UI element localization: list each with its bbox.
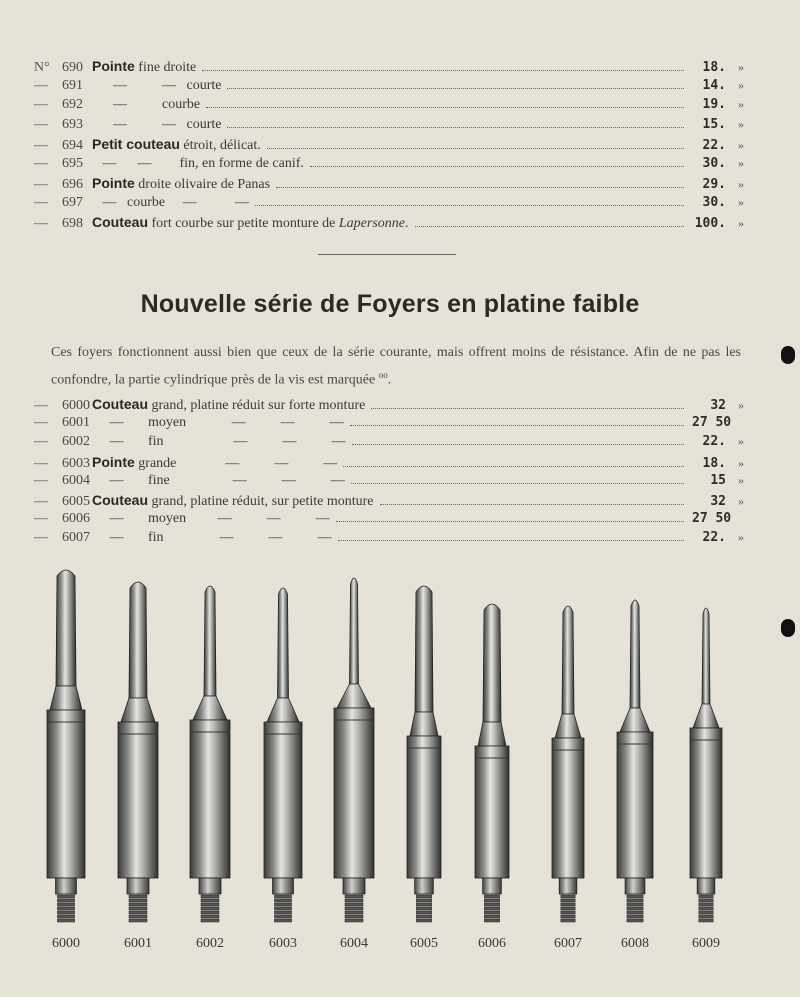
item-prefix: — xyxy=(34,77,48,93)
instrument-label: 6007 xyxy=(554,936,582,951)
item-text: — — courte xyxy=(92,116,222,132)
item-italic: Lapersonne xyxy=(338,216,406,231)
intro-mark: oo xyxy=(378,370,388,380)
item-price: 30. xyxy=(702,194,726,210)
item-description xyxy=(92,434,346,450)
item-text: fort courbe sur petite monture de xyxy=(148,216,339,231)
list-item xyxy=(34,511,744,530)
item-prefix: — xyxy=(34,97,48,112)
dot-leader xyxy=(343,466,684,467)
item-price: 22. xyxy=(702,530,726,546)
item-number: 6002 xyxy=(62,434,90,450)
dot-leader xyxy=(352,444,684,445)
instrument-label: 6009 xyxy=(692,936,720,951)
dot-leader xyxy=(227,127,684,128)
item-keyword: Pointe xyxy=(92,58,135,74)
item-price: 22. xyxy=(702,434,726,450)
item-prefix: — xyxy=(34,434,48,450)
item-text: grande — — — xyxy=(134,455,338,471)
item-description xyxy=(92,415,344,431)
item-prefix: — xyxy=(34,116,48,132)
intro-text: Ces foyers fonctionnent aussi bien que ceux de la série courante, mais offrent moins de résistance. Afin de ne pas les confondre, la partie cylindrique près de la vis est marquée xyxy=(51,345,741,388)
item-number: 691 xyxy=(62,77,83,93)
item-description xyxy=(92,195,249,211)
item-price-unit: » xyxy=(738,530,744,545)
section-title: Nouvelle série de Foyers en platine faible xyxy=(140,290,640,318)
dot-leader xyxy=(380,504,685,505)
item-text: étroit, délicat. xyxy=(179,138,261,153)
list-item xyxy=(34,396,744,415)
item-after: . xyxy=(405,216,409,231)
item-price-unit: » xyxy=(738,493,744,508)
item-prefix: — xyxy=(34,455,48,471)
list-item xyxy=(34,530,744,549)
item-price: 29. xyxy=(702,177,726,192)
list-item xyxy=(34,195,744,215)
dot-leader xyxy=(202,70,684,71)
item-number: 6006 xyxy=(62,511,90,527)
dot-leader xyxy=(227,88,684,89)
item-description xyxy=(92,136,261,154)
dot-leader xyxy=(267,148,684,149)
list-item xyxy=(34,156,744,176)
item-description xyxy=(92,396,365,414)
item-price-unit: » xyxy=(738,194,744,209)
section-divider xyxy=(318,254,456,255)
dot-leader xyxy=(351,483,684,484)
item-text: droite olivaire de Panas xyxy=(134,177,271,192)
item-number: 6005 xyxy=(62,493,90,509)
dot-leader xyxy=(276,187,684,188)
list-item xyxy=(34,117,744,137)
item-price: 19. xyxy=(702,97,726,112)
item-prefix: N° xyxy=(34,60,50,75)
item-number: 692 xyxy=(62,97,83,112)
instrument-label: 6002 xyxy=(196,936,224,951)
item-keyword: Petit couteau xyxy=(92,136,180,152)
instrument-6002 xyxy=(190,586,230,922)
item-prefix: — xyxy=(34,155,48,171)
item-description xyxy=(92,473,345,489)
item-price-unit: » xyxy=(738,138,744,152)
item-prefix: — xyxy=(34,216,48,231)
item-number: 693 xyxy=(62,116,83,132)
item-text: — fin — — — xyxy=(92,530,332,546)
item-price: 32 xyxy=(710,398,726,413)
list-item xyxy=(34,454,744,473)
list-item xyxy=(34,492,744,511)
item-description xyxy=(92,78,221,94)
item-prefix: — xyxy=(34,472,48,488)
instrument-6003 xyxy=(264,588,302,922)
price-list-1 xyxy=(34,58,744,234)
item-description xyxy=(92,175,270,193)
item-prefix: — xyxy=(34,398,48,413)
item-price: 18. xyxy=(702,60,726,75)
price-list-2 xyxy=(34,396,744,550)
item-price-unit: » xyxy=(738,455,744,470)
instrument-6008 xyxy=(617,600,653,922)
item-number: 696 xyxy=(62,177,83,192)
tools-illustration xyxy=(0,560,800,940)
item-price-unit: » xyxy=(738,177,744,191)
item-price: 27 50 xyxy=(692,415,732,431)
list-item xyxy=(34,434,744,453)
item-keyword: Pointe xyxy=(92,453,135,470)
list-item xyxy=(34,97,744,117)
instrument-6006 xyxy=(475,604,509,922)
item-price-unit: » xyxy=(738,472,744,487)
item-prefix: — xyxy=(34,493,48,509)
item-description xyxy=(92,454,337,472)
instrument-label: 6003 xyxy=(269,936,297,951)
instrument-6009 xyxy=(690,608,722,922)
list-item xyxy=(34,214,744,234)
item-number: 694 xyxy=(62,138,83,153)
item-text: grand, platine réduit, sur petite monture xyxy=(148,493,374,509)
item-description xyxy=(92,511,330,527)
item-description xyxy=(92,97,200,113)
item-price: 15. xyxy=(702,116,726,132)
item-price-unit: » xyxy=(738,155,744,170)
dot-leader xyxy=(310,166,684,167)
item-description xyxy=(92,214,409,232)
dot-leader xyxy=(350,425,684,426)
list-item xyxy=(34,415,744,434)
item-price-unit: » xyxy=(738,116,744,131)
dot-leader xyxy=(371,408,684,409)
item-keyword: Couteau xyxy=(92,214,148,230)
instrument-label: 6005 xyxy=(410,936,438,951)
item-description xyxy=(92,117,221,133)
item-price: 100. xyxy=(694,216,726,231)
binder-hole-top xyxy=(781,346,795,364)
item-description xyxy=(92,492,374,510)
item-text: — — fin, en forme de canif. xyxy=(92,155,304,171)
item-text: — fin — — — xyxy=(92,434,346,450)
instrument-6001 xyxy=(118,582,158,922)
instrument-6005 xyxy=(407,586,441,922)
item-prefix: — xyxy=(34,194,48,210)
item-keyword: Couteau xyxy=(92,491,148,508)
item-number: 698 xyxy=(62,216,83,231)
item-text: — moyen — — — xyxy=(92,415,344,431)
instrument-label: 6006 xyxy=(478,936,506,951)
dot-leader xyxy=(255,205,684,206)
item-text: — — courte xyxy=(92,77,222,93)
list-item xyxy=(34,473,744,492)
item-number: 690 xyxy=(62,60,83,75)
instrument-label: 6001 xyxy=(124,936,152,951)
item-price-unit: » xyxy=(738,97,744,111)
list-item xyxy=(34,58,744,78)
item-price-unit: » xyxy=(738,216,744,230)
item-description xyxy=(92,58,196,76)
item-text: fine droite xyxy=(134,60,197,75)
item-number: 6001 xyxy=(62,415,90,431)
item-price-unit: » xyxy=(738,434,744,449)
instrument-label: 6004 xyxy=(340,936,368,951)
intro-paragraph xyxy=(51,342,741,392)
list-item xyxy=(34,175,744,195)
dot-leader xyxy=(338,540,684,541)
list-item xyxy=(34,78,744,98)
item-price: 15 xyxy=(710,472,726,488)
item-price-unit: » xyxy=(738,77,744,92)
item-number: 6000 xyxy=(62,398,90,413)
item-number: 6004 xyxy=(62,472,90,488)
item-prefix: — xyxy=(34,138,48,153)
item-prefix: — xyxy=(34,177,48,192)
item-price-unit: » xyxy=(738,398,744,412)
instrument-6007 xyxy=(552,606,584,922)
item-description xyxy=(92,530,332,546)
item-text: — moyen — — — xyxy=(92,511,330,527)
item-price-unit: » xyxy=(738,60,744,74)
item-price: 14. xyxy=(702,77,726,93)
instrument-label: 6008 xyxy=(621,936,649,951)
intro-end: . xyxy=(387,372,392,388)
item-number: 6007 xyxy=(62,530,90,546)
item-number: 695 xyxy=(62,155,83,171)
item-prefix: — xyxy=(34,530,48,546)
dot-leader xyxy=(206,107,684,108)
item-text: — courbe xyxy=(92,97,201,112)
instrument-6000 xyxy=(47,570,85,922)
item-description xyxy=(92,156,304,172)
item-price: 27 50 xyxy=(692,511,732,527)
item-price: 32 xyxy=(710,493,726,509)
item-text: — fine — — — xyxy=(92,472,345,488)
item-keyword: Pointe xyxy=(92,175,135,191)
instrument-label: 6000 xyxy=(52,936,80,951)
item-text: grand, platine réduit sur forte monture xyxy=(148,398,366,413)
dot-leader xyxy=(336,521,684,522)
item-prefix: — xyxy=(34,415,48,431)
item-price: 22. xyxy=(702,138,726,153)
item-keyword: Couteau xyxy=(92,396,148,412)
item-number: 6003 xyxy=(62,455,90,471)
dot-leader xyxy=(415,226,684,227)
item-number: 697 xyxy=(62,194,83,210)
item-text: — courbe — — xyxy=(92,194,250,210)
instrument-6004 xyxy=(334,578,374,922)
list-item xyxy=(34,136,744,156)
item-prefix: — xyxy=(34,511,48,527)
item-price: 30. xyxy=(702,155,726,171)
item-price: 18. xyxy=(702,455,726,471)
